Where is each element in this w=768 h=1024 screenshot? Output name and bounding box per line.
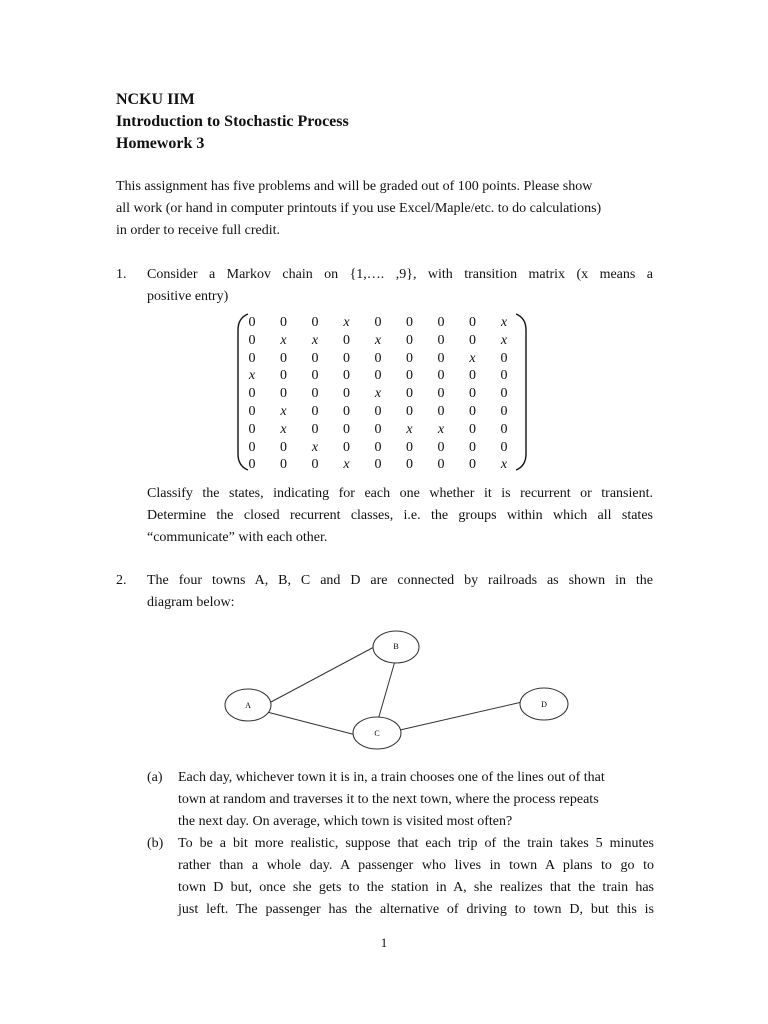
node-c-label: C [374,729,380,738]
matrix-cell: 0 [437,368,445,384]
matrix-cell: 0 [406,457,413,473]
node-b-label: B [393,642,399,651]
matrix-cell: 0 [374,421,382,437]
matrix-cell: 0 [469,386,476,402]
matrix-cell: 0 [437,404,445,419]
edge-a-c [267,712,356,735]
matrix-cell: x [280,332,287,348]
part-a-line: town at random and traverses it to the next town, where the process repeats [178,792,599,807]
problem-1-question [147,483,653,549]
matrix-cell: x [280,421,287,437]
matrix-cell: 0 [311,457,319,473]
matrix-cell: 0 [311,404,319,419]
matrix-cell: 0 [437,457,445,473]
problem-1-statement [147,264,653,308]
matrix-cell: 0 [500,404,508,419]
part-a-text [178,767,654,833]
matrix-cell: 0 [311,386,319,402]
matrix-cell: 0 [469,457,476,473]
matrix-cell: 0 [343,421,350,437]
matrix-cell: 0 [500,350,508,366]
header-course: Introduction to Stochastic Process [116,113,349,130]
intro-line: all work (or hand in computer printouts if you use Excel/Maple/etc. to do calculations) [116,201,602,216]
matrix-cell: 0 [437,386,445,402]
matrix-cell: 0 [469,332,476,348]
matrix-cell: 0 [343,368,350,384]
matrix-cell: x [500,332,508,348]
matrix-cell: x [469,350,476,366]
matrix-cell: 0 [280,439,287,455]
part-b-label: (b) [147,836,164,851]
matrix-cell: 0 [469,404,476,419]
matrix-cell: x [500,315,508,330]
problem-1-question-line: “communicate” with each other. [147,530,328,545]
matrix-cell: 0 [406,386,413,402]
problem-1-number: 1. [116,267,127,282]
matrix-cell: 0 [437,350,445,366]
header-homework: Homework 3 [116,135,205,152]
matrix-cell: 0 [469,315,476,330]
matrix-cell: 0 [280,350,287,366]
matrix-cell: x [311,332,319,348]
matrix-cell: 0 [374,404,382,419]
part-b-line: rather than a whole day. A passenger who lives in town A plans to go to [178,858,654,873]
problem-1-question-line: Determine the closed recurrent classes, i.e. the groups within which all states [147,508,653,523]
matrix-cell: 0 [374,457,382,473]
matrix-cell: 0 [469,439,476,455]
matrix-cell: 0 [343,404,350,419]
matrix-cell: 0 [248,386,256,402]
matrix-cell: 0 [500,439,508,455]
matrix-cell: 0 [280,457,287,473]
matrix-cell: 0 [248,439,256,455]
header-school: NCKU IIM [116,91,195,108]
matrix-cell: 0 [406,350,413,366]
railroad-diagram [0,620,768,750]
matrix-cell: 0 [437,332,445,348]
matrix-cell: 0 [248,332,256,348]
matrix-cell: 0 [500,421,508,437]
part-b-line: town D but, once she gets to the station in A, she realizes that the train has [178,880,654,895]
matrix-cell: x [406,421,413,437]
matrix-cell: 0 [280,315,287,330]
matrix-cell: 0 [248,315,256,330]
matrix-cell: 0 [406,332,413,348]
matrix-cell: 0 [311,315,319,330]
matrix-cell: 0 [374,368,382,384]
matrix-cell: 0 [343,386,350,402]
matrix-cell: x [500,457,508,473]
edge-c-d [400,702,522,730]
matrix-cell: 0 [280,386,287,402]
problem-2-number: 2. [116,573,127,588]
node-a-label: A [245,701,251,710]
matrix-cell: 0 [469,421,476,437]
matrix-cell: 0 [248,457,256,473]
intro-paragraph [116,176,656,242]
matrix-cell: 0 [311,421,319,437]
part-b-line: To be a bit more realistic, suppose that each trip of the train takes 5 minutes [178,836,654,851]
matrix-cell: 0 [280,368,287,384]
part-b-text [178,833,654,921]
matrix-cell: 0 [406,315,413,330]
part-a-label: (a) [147,770,163,785]
problem-1-question-line: Classify the states, indicating for each one whether it is recurrent or transient. [147,486,653,501]
problem-2-line: The four towns A, B, C and D are connected by railroads as shown in the [147,573,653,588]
matrix-cell: 0 [374,439,382,455]
matrix-cell: 0 [311,350,319,366]
matrix-cell: x [374,332,382,348]
matrix-cell: 0 [343,439,350,455]
matrix-cell: x [248,368,256,384]
matrix-cell: 0 [437,439,445,455]
matrix-cell: x [343,315,350,330]
matrix-cell: 0 [406,439,413,455]
part-a-line: the next day. On average, which town is visited most often? [178,814,513,829]
part-b-line: just left. The passenger has the alternative of driving to town D, but this is [178,902,654,917]
matrix-cell: x [374,386,382,402]
matrix-cell: 0 [500,368,508,384]
matrix-cell: x [311,439,319,455]
matrix-cell: 0 [406,404,413,419]
matrix-cell: 0 [248,350,256,366]
matrix-cell: 0 [437,315,445,330]
matrix-cell: x [343,457,350,473]
matrix-cell: x [280,404,287,419]
matrix-cell: x [437,421,445,437]
intro-line: This assignment has five problems and will be graded out of 100 points. Please show [116,179,593,194]
matrix-cell: 0 [406,368,413,384]
edge-b-c [378,661,395,720]
matrix-cell: 0 [500,386,508,402]
matrix-cell: 0 [248,404,256,419]
matrix-cell: 0 [374,315,382,330]
node-d-label: D [541,700,547,709]
matrix-cell: 0 [343,332,350,348]
problem-1-line: Consider a Markov chain on {1,…. ,9}, with transition matrix (x means a [147,267,653,282]
intro-line: in order to receive full credit. [116,223,281,238]
problem-2-line: diagram below: [147,595,235,610]
part-a-line: Each day, whichever town it is in, a train chooses one of the lines out of that [178,770,605,785]
matrix-cell: 0 [343,350,350,366]
matrix-cell: 0 [469,368,476,384]
matrix-cell: 0 [248,421,256,437]
problem-1-line: positive entry) [147,289,229,304]
transition-matrix [236,312,528,472]
page-number: 1 [380,935,388,950]
matrix-cell: 0 [311,368,319,384]
matrix-cell: 0 [374,350,382,366]
edge-a-b [271,647,374,702]
problem-2-statement [147,570,653,614]
